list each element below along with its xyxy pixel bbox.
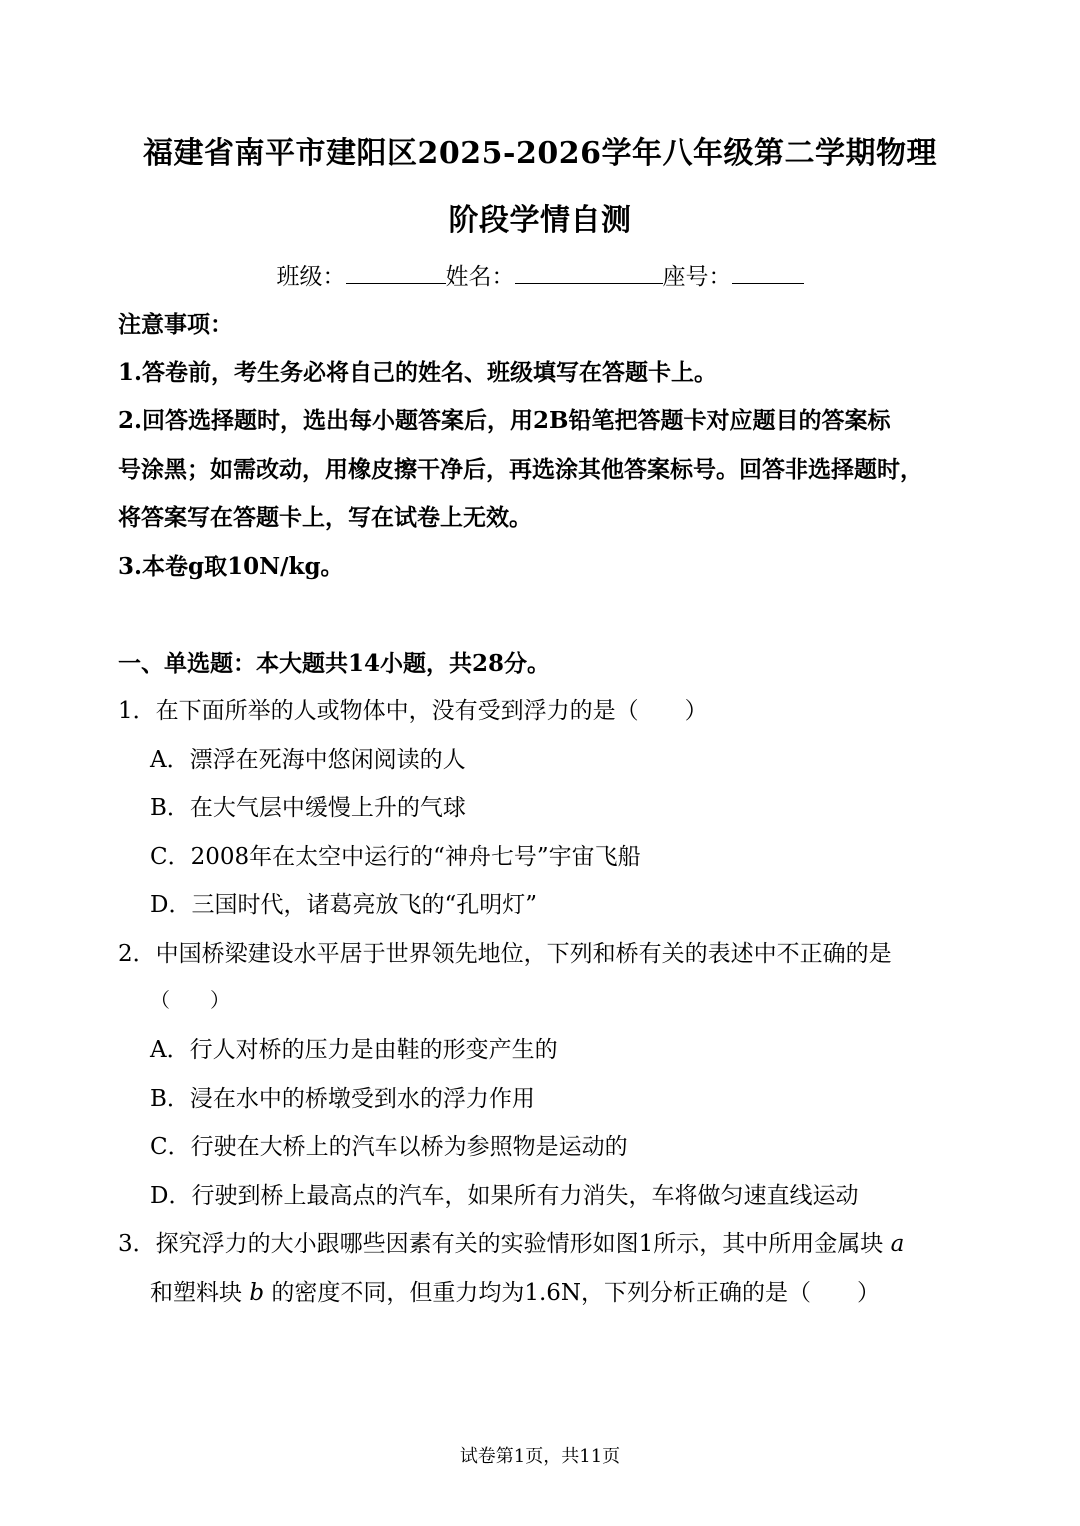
notes-item-3: 3.本卷g取10N/kg。 <box>118 553 344 580</box>
question-3-stem-line1 <box>118 1225 904 1258</box>
question-3-stem-text-c: 的密度不同，但重力均为1.6N，下列分析正确的是（ ） <box>271 1280 881 1306</box>
question-3-stem-text-a: 3．探究浮力的大小跟哪些因素有关的实验情形如图1所示，其中所用金属块 <box>118 1231 884 1257</box>
question-3-stem-line2 <box>150 1274 880 1307</box>
class-label: 班级： <box>276 264 346 290</box>
variable-b: b <box>249 1280 265 1306</box>
student-info-row <box>0 258 1080 291</box>
exam-title-line1: 福建省南平市建阳区2025-2026学年八年级第二学期物理 <box>143 136 937 171</box>
question-2-option-b: B．浸在水中的桥墩受到水的浮力作用 <box>150 1086 535 1112</box>
question-2-stem-line2: （ ） <box>150 988 230 1012</box>
question-1-option-a: A．漂浮在死海中悠闲阅读的人 <box>150 747 466 773</box>
class-blank[interactable] <box>346 261 446 284</box>
name-blank[interactable] <box>515 261 663 284</box>
page-footer: 试卷第1页，共11页 <box>459 1446 621 1467</box>
seat-blank[interactable] <box>732 261 804 284</box>
name-label: 姓名： <box>445 264 515 290</box>
question-2-stem-line1: 2．中国桥梁建设水平居于世界领先地位，下列和桥有关的表述中不正确的是 <box>118 941 892 967</box>
question-1-option-c: C．2008年在太空中运行的“神舟七号”宇宙飞船 <box>150 844 641 870</box>
question-1-stem: 1．在下面所举的人或物体中，没有受到浮力的是（ ） <box>118 698 708 724</box>
question-1-option-b: B．在大气层中缓慢上升的气球 <box>150 795 466 821</box>
variable-a: a <box>890 1231 905 1257</box>
question-2-option-d: D．行驶到桥上最高点的汽车，如果所有力消失，车将做匀速直线运动 <box>150 1183 859 1209</box>
question-1-option-d: D．三国时代，诸葛亮放飞的“孔明灯” <box>150 892 537 918</box>
question-2-option-c: C．行驶在大桥上的汽车以桥为参照物是运动的 <box>150 1134 628 1160</box>
notes-heading: 注意事项： <box>118 311 233 338</box>
question-2-option-a: A．行人对桥的压力是由鞋的形变产生的 <box>150 1037 558 1063</box>
notes-item-2-line2: 号涂黑；如需改动，用橡皮擦干净后，再选涂其他答案标号。回答非选择题时， <box>118 456 923 483</box>
notes-item-2-line3: 将答案写在答题卡上，写在试卷上无效。 <box>118 504 532 531</box>
question-3-stem-text-b: 和塑料块 <box>150 1280 242 1306</box>
seat-label: 座号： <box>662 264 732 290</box>
section-heading: 一、单选题：本大题共14小题，共28分。 <box>118 650 551 677</box>
notes-item-1: 1.答卷前，考生务必将自己的姓名、班级填写在答题卡上。 <box>118 359 718 386</box>
notes-item-2-line1: 2.回答选择题时，选出每小题答案后，用2B铅笔把答题卡对应题目的答案标 <box>118 407 891 434</box>
exam-title-line2: 阶段学情自测 <box>448 203 632 238</box>
